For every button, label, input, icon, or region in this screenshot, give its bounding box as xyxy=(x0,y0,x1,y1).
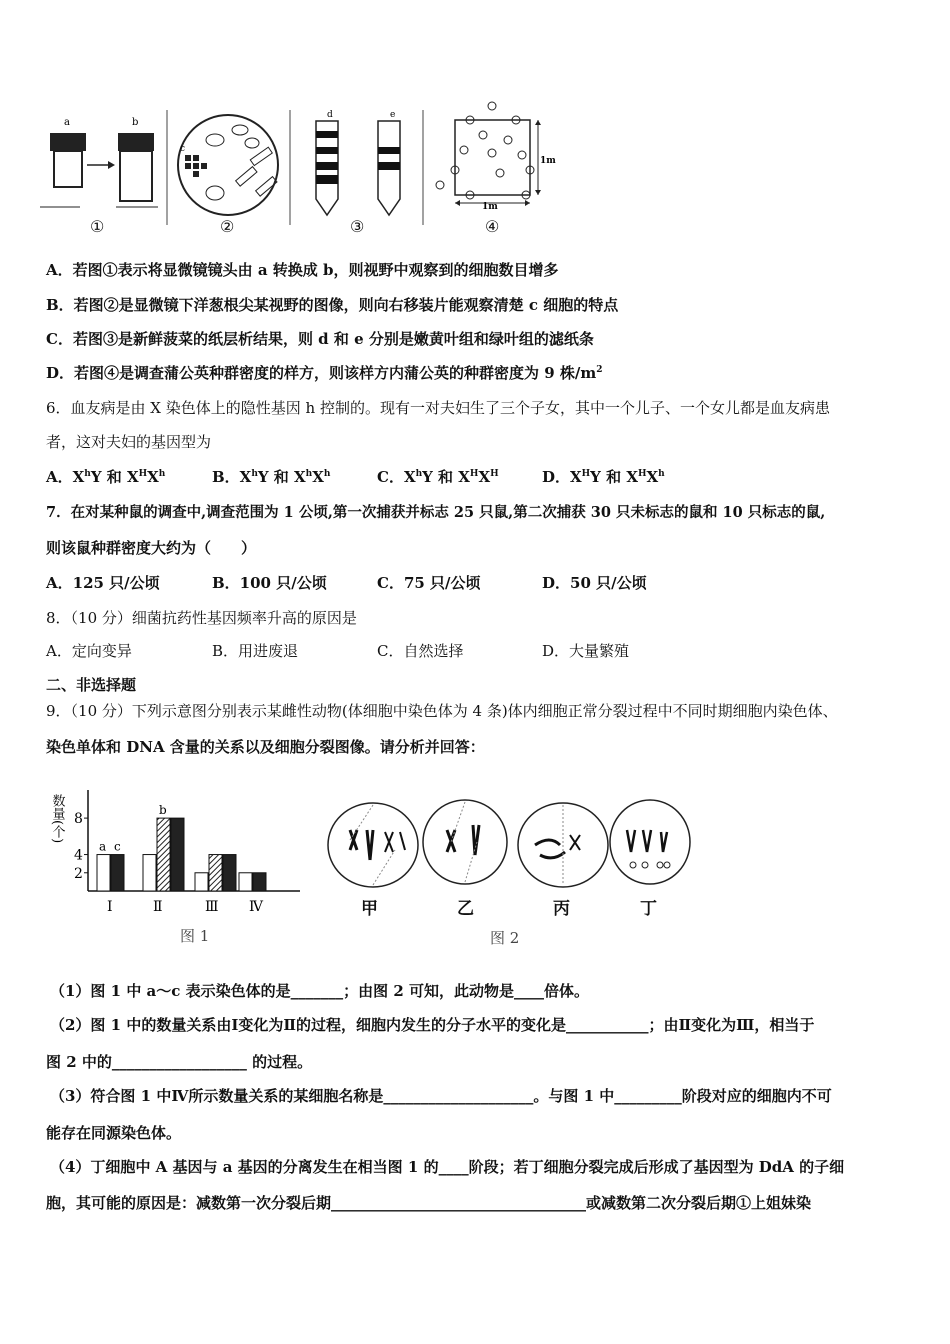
figure-1-caption: 图 1 xyxy=(180,927,210,945)
q9-sub1: （1）图 1 中 a～c 表示染色体的是_______；由图 2 可知，此动物是____倍体。 xyxy=(50,982,589,1000)
cell-name-yi: 乙 xyxy=(457,899,474,919)
q8-option-a: A．定向变异 xyxy=(46,642,132,660)
cell-name-bing: 丙 xyxy=(553,899,570,919)
lens-a-top xyxy=(50,133,86,151)
q9-sub2-line2: 图 2 中的__________________ 的过程。 xyxy=(46,1053,313,1071)
label-b: b xyxy=(132,117,139,128)
section-heading: 二、非选择题 xyxy=(46,676,137,694)
figure-2-caption: 图 2 xyxy=(490,929,520,947)
q6-option-d: D．$X^HY$ 和 $X^HX^h$ xyxy=(542,468,665,486)
top-figure-svg xyxy=(40,95,560,245)
bar-c-2 xyxy=(171,818,184,891)
q6-stem-line1: 6．血友病是由 X 染色体上的隐性基因 h 控制的。现有一对夫妇生了三个子女，其中一个儿子、一个女儿都是血友病患 xyxy=(46,399,830,417)
q7-stem-line2: 则该鼠种群密度大约为（ ） xyxy=(46,539,257,557)
q5-option-d-sup: 2 xyxy=(596,365,603,375)
bar-a-3 xyxy=(195,873,208,891)
q8-option-c: C．自然选择 xyxy=(377,642,464,660)
y-tick-label: 4 xyxy=(74,847,83,864)
fig-label-3: ③ xyxy=(350,217,365,236)
bar-a-2 xyxy=(143,855,156,891)
q8-option-d: D．大量繁殖 xyxy=(542,642,630,660)
bar-c-1 xyxy=(111,855,124,891)
q9-stem-line2: 染色单体和 DNA 含量的关系以及细胞分裂图像。请分析并回答： xyxy=(46,738,485,756)
fig-label-1: ① xyxy=(90,217,105,236)
q6-option-c: C．$X^hY$ 和 $X^HX^H$ xyxy=(377,468,499,486)
q7-option-d: D．50 只/公顷 xyxy=(542,574,647,592)
y-tick-label: 2 xyxy=(74,865,83,882)
quadrat-diagram xyxy=(436,102,556,212)
top-figure xyxy=(40,95,560,245)
q8-stem: 8．（10 分）细菌抗药性基因频率升高的原因是 xyxy=(46,609,357,627)
lens-b-top xyxy=(118,133,154,151)
q9-stem-line1: 9．（10 分）下列示意图分别表示某雌性动物(体细胞中染色体为 4 条)体内细胞正常分裂过程中不同时期细胞内染色体、 xyxy=(46,702,838,720)
chromatography-diagram xyxy=(316,110,423,225)
bar-series-label: c xyxy=(114,839,121,854)
lens-a-body xyxy=(54,151,82,187)
chart-ylabel: 数量(个) xyxy=(49,794,65,844)
q9-sub2-line1: （2）图 1 中的数量关系由Ⅰ变化为Ⅱ的过程，细胞内发生的分子水平的变化是___________；由Ⅱ变化为Ⅲ，相当于 xyxy=(50,1016,815,1034)
q9-sub4-line1: （4）丁细胞中 A 基因与 a 基因的分离发生在相当图 1 的____阶段；若丁细胞分裂完成后形成了基因型为 DdA 的子细 xyxy=(50,1158,845,1176)
x-category-label: Ⅰ xyxy=(107,899,113,915)
q6-stem-line2: 者，这对夫妇的基因型为 xyxy=(46,433,212,451)
x-category-label: Ⅱ xyxy=(153,899,163,915)
bar-b-2 xyxy=(157,818,170,891)
q5-option-c: C．若图③是新鲜菠菜的纸层析结果，则 d 和 e 分别是嫩黄叶组和绿叶组的滤纸条 xyxy=(46,330,594,348)
label-a: a xyxy=(64,117,70,128)
q7-option-a: A．125 只/公顷 xyxy=(46,574,160,592)
q7-option-c: C．75 只/公顷 xyxy=(377,574,481,592)
x-category-label: Ⅳ xyxy=(249,899,263,915)
q9-sub3-line2: 能存在同源染色体。 xyxy=(46,1124,182,1142)
bar-b-3 xyxy=(209,855,222,891)
q8-option-b: B．用进废退 xyxy=(212,642,299,660)
quadrat-height-label: 1m xyxy=(540,156,556,166)
cell-name-jia: 甲 xyxy=(361,899,378,919)
cell-ding xyxy=(610,800,690,884)
label-e: e xyxy=(390,110,396,120)
field-of-view-diagram xyxy=(178,110,290,225)
fig-label-2: ② xyxy=(220,217,235,236)
fig-label-4: ④ xyxy=(485,217,500,236)
cell-yi xyxy=(423,800,507,884)
bar-a-1 xyxy=(97,855,110,891)
q9-sub4-line2: 胞，其可能的原因是：减数第一次分裂后期__________________________________或减数第二次分裂后期①上姐妹染 xyxy=(46,1194,812,1212)
bar-series-label: a xyxy=(99,839,107,854)
y-tick-label: 8 xyxy=(74,811,83,828)
cell-name-ding: 丁 xyxy=(640,899,657,919)
cell-bing xyxy=(518,803,608,887)
q7-stem-line1: 7．在对某种鼠的调查中,调查范围为 1 公顷,第一次捕获并标志 25 只鼠,第二次捕获 30 只未标志的鼠和 10 只标志的鼠, xyxy=(46,504,826,521)
q5-option-d-text: D．若图④是调查蒲公英种群密度的样方，则该样方内蒲公英的种群密度为 9 株/m xyxy=(46,364,597,382)
q5-option-d xyxy=(46,363,603,383)
bar-a-4 xyxy=(239,873,252,891)
q9-sub3-line1: （3）符合图 1 中Ⅳ所示数量关系的某细胞名称是____________________。与图 1 中_________阶段对应的细胞内不可 xyxy=(50,1087,832,1105)
q7-option-b: B．100 只/公顷 xyxy=(212,574,327,592)
label-c: c xyxy=(180,144,186,154)
lens-b-body xyxy=(120,151,152,201)
figure-2 xyxy=(325,790,695,955)
label-d: d xyxy=(327,110,333,120)
q6-option-a: A．$X^hY$ 和 $X^HX^h$ xyxy=(46,468,166,486)
quadrat-width-label: 1m xyxy=(482,202,498,212)
bar-c-3 xyxy=(223,855,236,891)
figure-1 xyxy=(49,780,315,950)
q6-option-b: B．$X^hY$ 和 $X^hX^h$ xyxy=(212,468,331,486)
bar-c-4 xyxy=(253,873,266,891)
cell-jia xyxy=(328,803,418,887)
x-category-label: Ⅲ xyxy=(205,899,219,915)
bar-series-label: b xyxy=(159,803,167,818)
q5-option-a: A．若图①表示将显微镜镜头由 a 转换成 b，则视野中观察到的细胞数目增多 xyxy=(46,261,559,279)
objective-lens-diagram xyxy=(40,110,167,225)
q5-option-b: B．若图②是显微镜下洋葱根尖某视野的图像，则向右移装片能观察清楚 c 细胞的特点 xyxy=(46,296,619,314)
